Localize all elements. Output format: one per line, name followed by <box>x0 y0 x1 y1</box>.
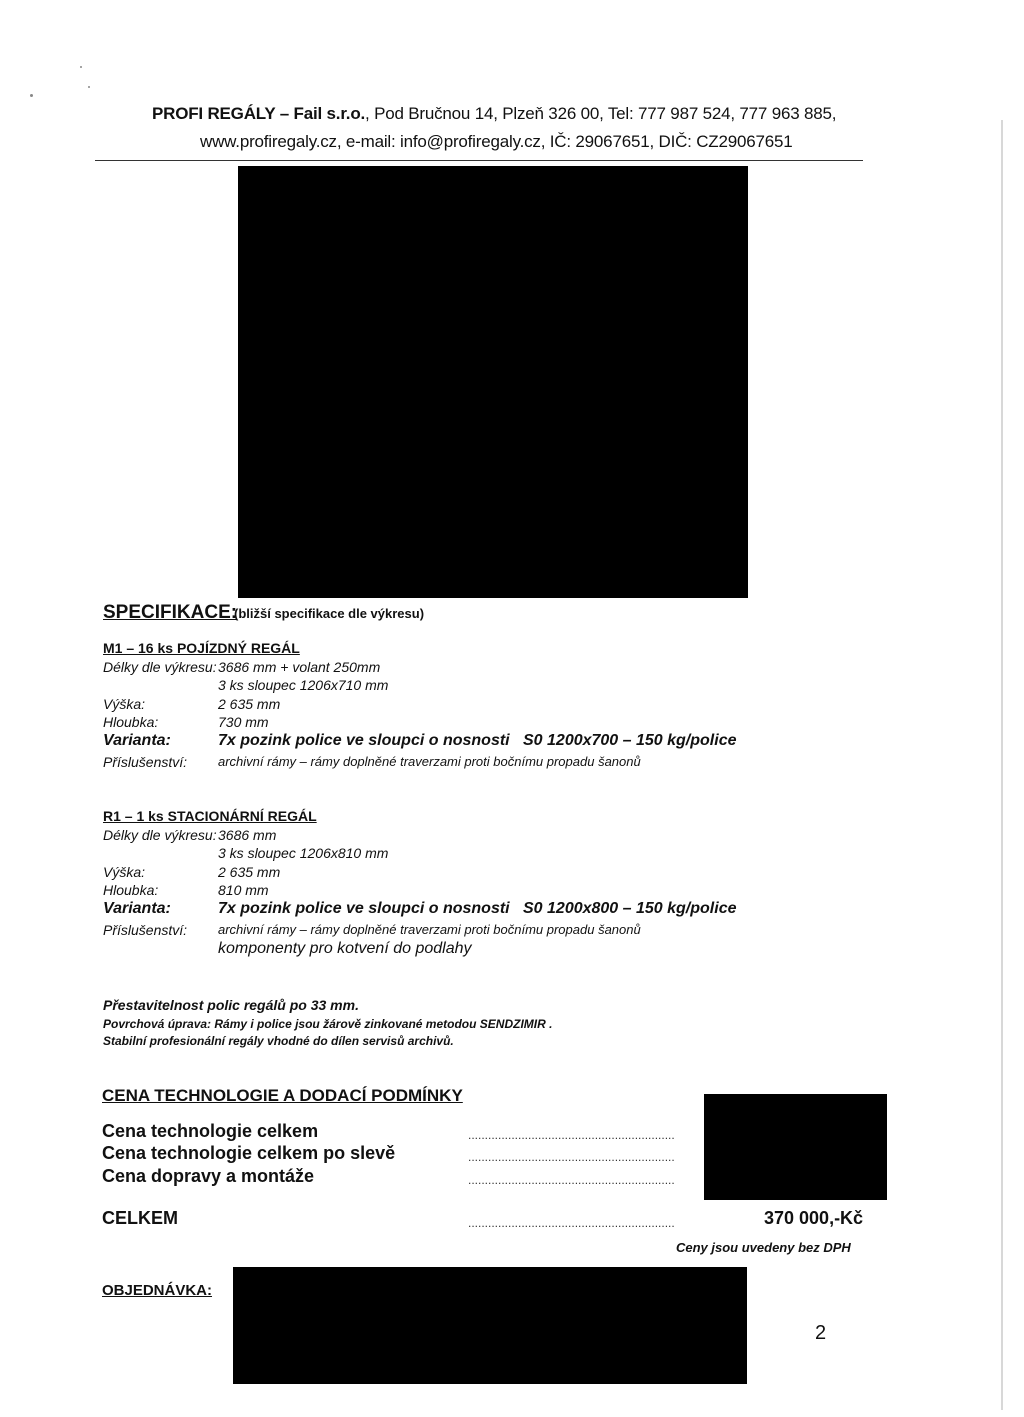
total-value: 370 000,-Kč <box>764 1208 864 1228</box>
company-contact: www.profiregaly.cz, e-mail: info@profiregaly.cz, IČ: 29067651, DIČ: CZ29067651 <box>200 132 793 151</box>
m1-depth-value: 730 mm <box>218 714 269 730</box>
m1-lengths-value: 3686 mm + volant 250mm <box>218 659 381 675</box>
price-row-label: Cena dopravy a montáže <box>102 1166 315 1186</box>
r1-accessories-value-2: komponenty pro kotvení do podlahy <box>218 940 472 957</box>
price-row-label: Cena technologie celkem <box>102 1121 319 1141</box>
price-row-label: Cena technologie celkem po slevě <box>102 1143 396 1163</box>
item-title-r1: R1 – 1 ks STACIONÁRNÍ REGÁL <box>103 808 317 824</box>
r1-depth-value: 810 mm <box>218 882 269 898</box>
r1-lengths-label: Délky dle výkresu: <box>103 827 217 843</box>
scan-speck <box>30 94 33 97</box>
note-surface: Povrchová úprava: Rámy i police jsou žárově zinkované metodou SENDZIMIR . <box>103 1017 553 1031</box>
redacted-order <box>233 1267 747 1384</box>
m1-column-value: 3 ks sloupec 1206x710 mm <box>218 677 389 693</box>
header-divider <box>95 160 863 161</box>
scan-speck <box>88 86 90 88</box>
pricing-title: CENA TECHNOLOGIE A DODACÍ PODMÍNKY <box>102 1086 463 1105</box>
m1-depth-label: Hloubka: <box>103 714 159 730</box>
r1-variant-capacity: S0 1200x800 – 150 kg/police <box>523 900 737 917</box>
item-title-m1: M1 – 16 ks POJÍZDNÝ REGÁL <box>103 640 300 656</box>
redacted-drawing <box>238 166 748 598</box>
m1-variant-capacity: S0 1200x700 – 150 kg/police <box>523 732 737 749</box>
r1-variant-value: 7x pozink police ve sloupci o nosnosti <box>218 900 510 917</box>
m1-accessories-label: Příslušenství: <box>103 754 188 770</box>
total-dots: .............................................................. <box>468 1216 675 1230</box>
vat-note: Ceny jsou uvedeny bez DPH <box>676 1240 851 1255</box>
r1-height-value: 2 635 mm <box>218 864 281 880</box>
spec-note: (bližší specifikace dle výkresu) <box>234 606 425 621</box>
note-adjustability: Přestavitelnost polic regálů po 33 mm. <box>103 997 359 1013</box>
page-number: 2 <box>815 1322 827 1344</box>
r1-depth-label: Hloubka: <box>103 882 159 898</box>
r1-accessories-label: Příslušenství: <box>103 922 188 938</box>
m1-variant-label: Varianta: <box>103 732 171 749</box>
r1-accessories-value: archivní rámy – rámy doplněné traverzami proti bočnímu propadu šanonů <box>218 922 641 937</box>
r1-column-value: 3 ks sloupec 1206x810 mm <box>218 845 389 861</box>
order-label: OBJEDNÁVKA: <box>102 1282 213 1299</box>
total-label: CELKEM <box>102 1208 178 1228</box>
r1-variant-label: Varianta: <box>103 900 171 917</box>
company-address: , Pod Bručnou 14, Plzeň 326 00, Tel: 777 987 524, 777 963 885, <box>365 104 837 123</box>
company-header <box>152 104 836 124</box>
scan-speck <box>80 66 82 68</box>
price-row-dots: .............................................................. <box>468 1150 675 1164</box>
r1-lengths-value: 3686 mm <box>218 827 277 843</box>
m1-variant-value: 7x pozink police ve sloupci o nosnosti <box>218 732 510 749</box>
price-row-dots: .............................................................. <box>468 1128 675 1142</box>
m1-accessories-value: archivní rámy – rámy doplněné traverzami proti bočnímu propadu šanonů <box>218 754 641 769</box>
note-stability: Stabilní profesionální regály vhodné do dílen servisů archivů. <box>103 1034 454 1048</box>
price-row-dots: .............................................................. <box>468 1173 675 1187</box>
company-name: PROFI REGÁLY – Fail s.r.o. <box>152 104 366 123</box>
spec-title: SPECIFIKACE: <box>103 602 238 623</box>
r1-height-label: Výška: <box>103 864 146 880</box>
m1-lengths-label: Délky dle výkresu: <box>103 659 217 675</box>
m1-height-value: 2 635 mm <box>218 696 281 712</box>
redacted-prices <box>704 1094 887 1200</box>
scan-edge <box>1001 120 1003 1410</box>
m1-height-label: Výška: <box>103 696 146 712</box>
